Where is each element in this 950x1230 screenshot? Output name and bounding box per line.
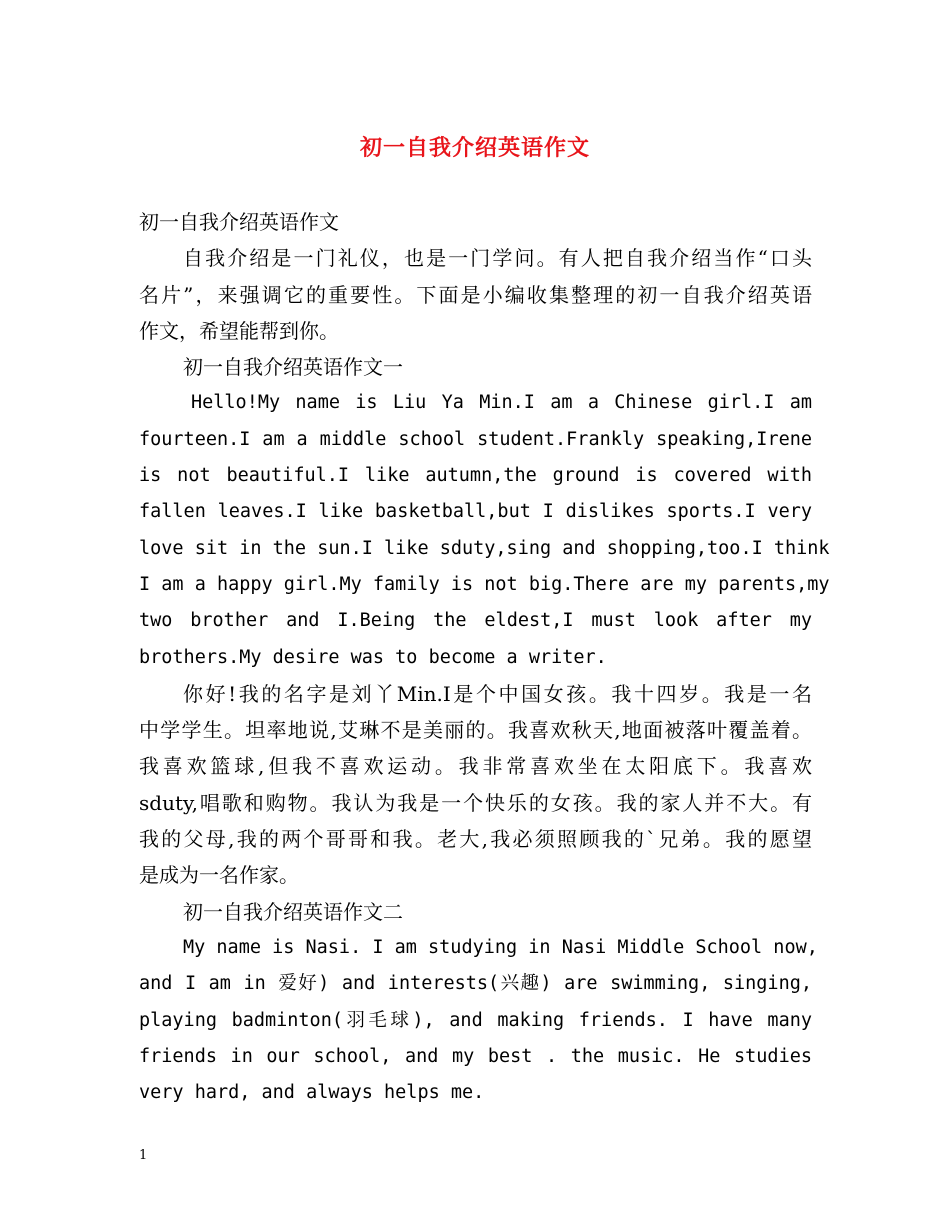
text-line: love sit in the sun.I like sduty,sing and shopping,too.I think xyxy=(139,537,830,559)
text-line: My name is Nasi. I am studying in Nasi Middle School now, xyxy=(183,936,818,958)
text-line: 你好!我的名字是刘丫Min.I是个中国女孩。我十四岁。我是一名 xyxy=(183,681,812,706)
text-line: 我的父母,我的两个哥哥和我。老大,我必须照顾我的`兄弟。我的愿望 xyxy=(139,827,812,852)
text-line: 初一自我介绍英语作文 xyxy=(139,210,339,234)
text-line: 初一自我介绍英语作文一 xyxy=(183,355,403,380)
text-line: 初一自我介绍英语作文二 xyxy=(183,899,403,924)
text-line: sduty,唱歌和购物。我认为我是一个快乐的女孩。我的家人并不大。有 xyxy=(139,790,812,815)
text-line: and I am in 爱好) and interests(兴趣) are swimming, singing, xyxy=(139,973,812,995)
text-line: very hard, and always helps me. xyxy=(139,1082,485,1104)
text-line: fourteen.I am a middle school student.Frankly speaking,Irene xyxy=(139,428,812,450)
text-line: 我喜欢篮球,但我不喜欢运动。我非常喜欢坐在太阳底下。我喜欢 xyxy=(139,754,812,779)
text-line: is not beautiful.I like autumn,the ground is covered with xyxy=(139,465,812,487)
text-line: 中学学生。坦率地说,艾琳不是美丽的。我喜欢秋天,地面被落叶覆盖着。 xyxy=(139,718,812,743)
text-line: 作文，希望能帮到你。 xyxy=(139,318,339,343)
document-body xyxy=(139,204,830,1111)
text-line: 名片”，来强调它的重要性。下面是小编收集整理的初一自我介绍英语 xyxy=(139,282,812,307)
text-line: friends in our school, and my best . the music. He studies xyxy=(139,1045,812,1067)
text-line: fallen leaves.I like basketball,but I dislikes sports.I very xyxy=(139,501,812,523)
text-line: Hello!My name is Liu Ya Min.I am a Chinese girl.I am xyxy=(191,392,812,414)
text-line: playing badminton(羽毛球), and making friends. I have many xyxy=(139,1009,812,1031)
page-number: 1 xyxy=(139,1148,148,1163)
text-line: two brother and I.Being the eldest,I must look after my xyxy=(139,610,812,632)
document-title: 初一自我介绍英语作文 xyxy=(359,135,590,161)
text-line: brothers.My desire was to become a writer. xyxy=(139,646,607,668)
text-line: I am a happy girl.My family is not big.There are my parents,my xyxy=(139,573,830,595)
text-line: 是成为一名作家。 xyxy=(139,863,299,888)
text-line: 自我介绍是一门礼仪，也是一门学问。有人把自我介绍当作“口头 xyxy=(183,246,812,271)
